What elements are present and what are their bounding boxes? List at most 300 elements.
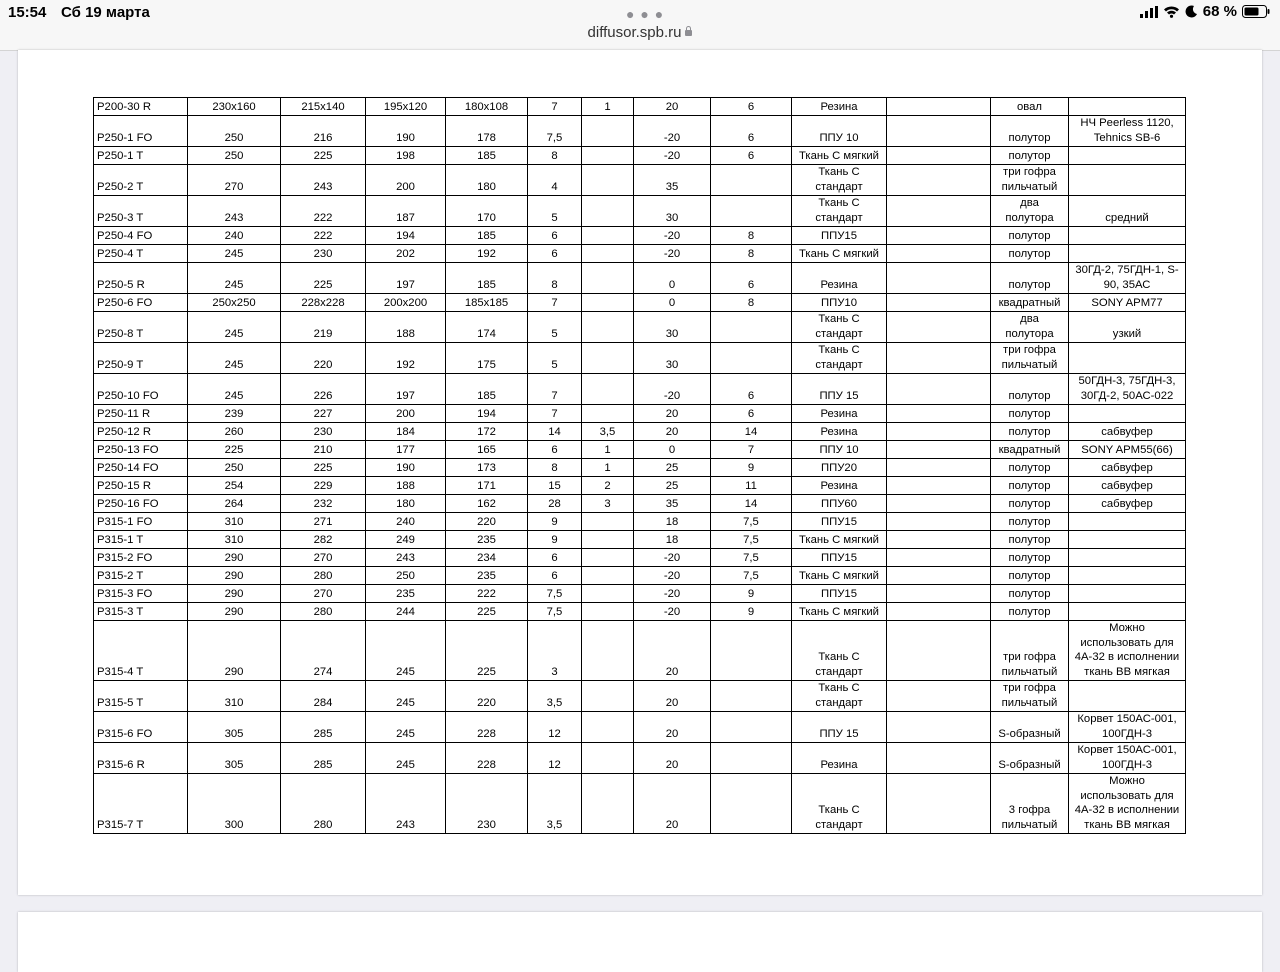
table-cell: 6 [528,245,582,263]
table-row [94,743,1186,774]
table-cell: Резина [792,263,887,294]
table-cell [711,196,792,227]
table-cell: ППУ 10 [792,116,887,147]
table-cell: 245 [188,263,281,294]
table-cell: Можно использовать для 4А-32 в исполнении ткань ВВ мягкая [1069,621,1186,681]
table-cell: полутор [991,405,1069,423]
table-cell: P250-14 FO [94,459,188,477]
table-cell [887,585,991,603]
table-cell: 250x250 [188,294,281,312]
table-cell: Ткань С стандарт [792,681,887,712]
table-cell: 3 [582,495,634,513]
table-row [94,405,1186,423]
table-cell: 290 [188,621,281,681]
table-cell: P250-3 T [94,196,188,227]
table-cell: 198 [366,147,446,165]
table-cell: ППУ 15 [792,374,887,405]
table-cell: Ткань С мягкий [792,245,887,263]
table-cell: 3,5 [528,681,582,712]
moon-icon [1185,5,1198,18]
table-cell: 173 [446,459,528,477]
table-cell: Можно использовать для 4А-32 в исполнении ткань ВВ мягкая [1069,774,1186,834]
table-cell [887,405,991,423]
table-cell: полутор [991,603,1069,621]
table-row [94,312,1186,343]
table-cell: 290 [188,585,281,603]
table-cell: 235 [446,567,528,585]
table-cell: 245 [366,621,446,681]
table-row [94,343,1186,374]
table-cell: 270 [281,585,366,603]
table-cell: P250-2 T [94,165,188,196]
table-row [94,147,1186,165]
table-cell: 4 [528,165,582,196]
table-cell: 228 [446,743,528,774]
table-cell: Резина [792,98,887,116]
table-cell: 1 [582,441,634,459]
table-cell: 245 [188,343,281,374]
table-cell: 185 [446,263,528,294]
table-cell [887,196,991,227]
table-cell: 7 [711,441,792,459]
table-cell: P315-1 T [94,531,188,549]
table-cell [582,621,634,681]
table-cell: 180 [446,165,528,196]
table-row [94,196,1186,227]
table-cell [1069,165,1186,196]
table-cell: 243 [366,774,446,834]
table-cell: 190 [366,116,446,147]
table-cell: 6 [711,263,792,294]
table-cell: Резина [792,743,887,774]
table-cell [887,743,991,774]
table-cell: полутор [991,147,1069,165]
table-cell: 20 [634,98,711,116]
table-cell [887,603,991,621]
table-cell: 197 [366,263,446,294]
table-cell: 177 [366,441,446,459]
table-cell: -20 [634,567,711,585]
table-cell: 3,5 [582,423,634,441]
table-cell: P315-2 T [94,567,188,585]
table-cell: P250-10 FO [94,374,188,405]
document-page-next [18,912,1262,972]
table-row [94,495,1186,513]
table-row [94,294,1186,312]
table-cell: 30ГД-2, 75ГДН-1, S- 90, 35АС [1069,263,1186,294]
table-cell: 170 [446,196,528,227]
table-cell: 245 [188,245,281,263]
table-cell: 245 [188,312,281,343]
table-cell: 184 [366,423,446,441]
table-cell [887,423,991,441]
table-cell: Резина [792,423,887,441]
table-cell [887,495,991,513]
table-cell: средний [1069,196,1186,227]
table-cell [1069,513,1186,531]
table-cell: 245 [366,743,446,774]
table-cell: 18 [634,513,711,531]
table-cell [887,263,991,294]
table-cell: 20 [634,681,711,712]
table-cell: Ткань С мягкий [792,531,887,549]
table-cell: Ткань С стандарт [792,621,887,681]
url-text[interactable]: diffusor.spb.ru [587,24,682,41]
table-cell: 12 [528,712,582,743]
table-cell: 225 [281,147,366,165]
table-cell: 7,5 [711,567,792,585]
table-row [94,585,1186,603]
table-cell: 310 [188,513,281,531]
table-cell: 194 [366,227,446,245]
table-cell: ППУ15 [792,513,887,531]
status-date: Сб 19 марта [61,4,150,21]
table-cell: 280 [281,567,366,585]
table-cell: P250-5 R [94,263,188,294]
table-cell: 5 [528,196,582,227]
table-cell: 175 [446,343,528,374]
table-row [94,774,1186,834]
table-cell: 220 [281,343,366,374]
table-cell [711,774,792,834]
table-cell: 20 [634,621,711,681]
table-cell [887,531,991,549]
table-cell: ППУ10 [792,294,887,312]
table-cell: 25 [634,477,711,495]
table-cell: Корвет 150АС-001, 100ГДН-3 [1069,743,1186,774]
table-cell: 20 [634,774,711,834]
table-cell: 174 [446,312,528,343]
table-cell: Корвет 150АС-001, 100ГДН-3 [1069,712,1186,743]
table-cell: 7 [528,374,582,405]
table-row [94,459,1186,477]
spec-table [93,97,1186,834]
table-cell: 200 [366,165,446,196]
table-cell: 9 [711,603,792,621]
table-cell: сабвуфер [1069,477,1186,495]
table-cell: 249 [366,531,446,549]
table-cell: P315-6 R [94,743,188,774]
table-cell: 230 [281,423,366,441]
table-cell [711,681,792,712]
table-cell: P315-3 FO [94,585,188,603]
table-cell [887,567,991,585]
table-cell: P250-16 FO [94,495,188,513]
table-cell: 18 [634,531,711,549]
table-cell: 285 [281,743,366,774]
table-cell: 180x108 [446,98,528,116]
table-cell: 178 [446,116,528,147]
table-cell [887,227,991,245]
table-cell: 270 [188,165,281,196]
table-cell: 284 [281,681,366,712]
table-cell: 6 [528,549,582,567]
table-cell: 280 [281,603,366,621]
table-cell: полутор [991,263,1069,294]
table-cell: 3 гофра пильчатый [991,774,1069,834]
table-cell: 285 [281,712,366,743]
table-cell: два полутора [991,196,1069,227]
table-cell [582,603,634,621]
table-cell: P250-6 FO [94,294,188,312]
table-cell: 5 [528,343,582,374]
table-cell: 9 [528,531,582,549]
table-cell: 215x140 [281,98,366,116]
table-cell: 192 [446,245,528,263]
table-cell [1069,681,1186,712]
table-cell: 185x185 [446,294,528,312]
table-cell: P250-1 FO [94,116,188,147]
table-cell [711,743,792,774]
table-cell: 6 [711,98,792,116]
table-cell: 202 [366,245,446,263]
table-cell [582,263,634,294]
table-row [94,712,1186,743]
table-cell: 232 [281,495,366,513]
table-cell: P200-30 R [94,98,188,116]
table-cell: 7 [528,294,582,312]
table-cell [711,712,792,743]
table-cell: 245 [366,681,446,712]
table-cell: Ткань С мягкий [792,567,887,585]
table-cell: Ткань С стандарт [792,312,887,343]
table-cell: Ткань С мягкий [792,603,887,621]
table-cell: 228 [446,712,528,743]
table-cell: 250 [188,116,281,147]
table-row [94,567,1186,585]
table-cell [1069,567,1186,585]
table-cell: 290 [188,567,281,585]
table-row [94,621,1186,681]
table-cell: 235 [446,531,528,549]
table-cell: 20 [634,423,711,441]
table-cell: 216 [281,116,366,147]
table-cell [887,98,991,116]
table-row [94,477,1186,495]
table-cell: P250-11 R [94,405,188,423]
table-cell: 20 [634,405,711,423]
table-cell: P250-9 T [94,343,188,374]
table-cell: Резина [792,477,887,495]
table-cell: 0 [634,441,711,459]
table-cell [711,621,792,681]
table-row [94,549,1186,567]
table-cell: P315-2 FO [94,549,188,567]
table-cell: 194 [446,405,528,423]
more-dots-icon[interactable]: ● ● ● [626,6,665,22]
table-cell: Ткань С стандарт [792,165,887,196]
table-cell: 250 [366,567,446,585]
table-cell [582,147,634,165]
table-cell: 190 [366,459,446,477]
table-cell [582,245,634,263]
table-cell: три гофра пильчатый [991,165,1069,196]
table-cell [887,245,991,263]
table-cell: 264 [188,495,281,513]
table-cell: полутор [991,531,1069,549]
table-cell: полутор [991,459,1069,477]
battery-percent: 68 % [1202,3,1237,20]
table-cell [582,374,634,405]
table-cell: 165 [446,441,528,459]
table-cell [887,513,991,531]
table-cell: 230 [281,245,366,263]
table-cell [582,196,634,227]
table-cell: 15 [528,477,582,495]
table-cell [582,681,634,712]
table-cell [582,165,634,196]
table-cell: 30 [634,312,711,343]
table-cell: два полутора [991,312,1069,343]
table-cell: 220 [446,681,528,712]
table-cell [582,294,634,312]
lock-icon [685,30,692,36]
table-cell [887,621,991,681]
table-row [94,165,1186,196]
table-cell: 9 [528,513,582,531]
table-cell: 220 [446,513,528,531]
table-row [94,98,1186,116]
table-cell: 8 [528,263,582,294]
table-cell: 235 [366,585,446,603]
table-cell: 225 [446,621,528,681]
table-cell: 239 [188,405,281,423]
table-cell: узкий [1069,312,1186,343]
table-cell: P315-7 T [94,774,188,834]
table-cell: 188 [366,477,446,495]
status-indicators [1140,3,1270,20]
table-cell: S-образный [991,743,1069,774]
table-cell: 0 [634,263,711,294]
table-cell [887,477,991,495]
table-cell: -20 [634,549,711,567]
table-cell: 225 [446,603,528,621]
table-cell [582,513,634,531]
address-bar[interactable] [0,24,1280,41]
table-cell: три гофра пильчатый [991,621,1069,681]
table-cell: 305 [188,743,281,774]
table-cell: 225 [188,441,281,459]
table-cell [887,116,991,147]
table-cell: 290 [188,603,281,621]
table-cell: 7,5 [528,585,582,603]
table-row [94,116,1186,147]
table-cell [887,374,991,405]
table-cell: -20 [634,603,711,621]
table-cell: 35 [634,165,711,196]
table-cell: сабвуфер [1069,423,1186,441]
table-cell: 6 [711,116,792,147]
table-cell: 7,5 [528,603,582,621]
table-cell [582,743,634,774]
table-cell: 290 [188,549,281,567]
table-cell: 7,5 [528,116,582,147]
table-row [94,245,1186,263]
table-cell: 3 [528,621,582,681]
table-cell [1069,603,1186,621]
table-cell [711,165,792,196]
table-cell: 14 [528,423,582,441]
table-cell: 243 [188,196,281,227]
table-cell [1069,147,1186,165]
status-bar [0,0,1280,51]
table-cell [582,227,634,245]
table-cell: 244 [366,603,446,621]
table-cell: три гофра пильчатый [991,681,1069,712]
table-cell: 240 [188,227,281,245]
table-cell [887,774,991,834]
table-cell: 270 [281,549,366,567]
table-cell [582,585,634,603]
table-cell: 8 [711,227,792,245]
table-cell: полутор [991,116,1069,147]
table-cell: P250-1 T [94,147,188,165]
table-cell: P315-5 T [94,681,188,712]
table-cell: 8 [711,245,792,263]
table-cell: 245 [188,374,281,405]
table-cell: 14 [711,495,792,513]
table-cell: -20 [634,245,711,263]
table-cell: 188 [366,312,446,343]
table-cell [711,343,792,374]
table-cell: 197 [366,374,446,405]
table-cell: 6 [528,567,582,585]
table-cell: 0 [634,294,711,312]
table-cell: 7,5 [711,513,792,531]
battery-icon [1242,5,1270,18]
signal-icon [1140,6,1158,18]
table-cell: 282 [281,531,366,549]
table-cell: 230 [446,774,528,834]
table-cell: Ткань С стандарт [792,196,887,227]
table-cell: -20 [634,116,711,147]
table-cell: 305 [188,712,281,743]
table-cell: 185 [446,147,528,165]
table-cell: полутор [991,585,1069,603]
table-cell: -20 [634,147,711,165]
table-cell [1069,531,1186,549]
table-cell: 6 [711,405,792,423]
table-row [94,681,1186,712]
table-cell [887,549,991,567]
table-cell [582,343,634,374]
table-cell: 219 [281,312,366,343]
table-cell [1069,343,1186,374]
table-cell: 7,5 [711,531,792,549]
table-cell: P315-6 FO [94,712,188,743]
table-cell: P250-4 T [94,245,188,263]
table-cell: S-образный [991,712,1069,743]
table-cell: Ткань С стандарт [792,774,887,834]
table-cell: 20 [634,743,711,774]
table-row [94,441,1186,459]
table-cell: 1 [582,98,634,116]
table-cell [887,147,991,165]
table-cell: 195x120 [366,98,446,116]
table-cell: P315-1 FO [94,513,188,531]
table-cell: 228x228 [281,294,366,312]
table-cell: 274 [281,621,366,681]
table-cell: 185 [446,374,528,405]
table-cell: 254 [188,477,281,495]
table-cell: ППУ 15 [792,712,887,743]
table-cell: сабвуфер [1069,495,1186,513]
table-cell: P250-12 R [94,423,188,441]
table-cell: 20 [634,712,711,743]
table-cell: 8 [711,294,792,312]
table-cell: 1 [582,459,634,477]
table-cell: 243 [281,165,366,196]
